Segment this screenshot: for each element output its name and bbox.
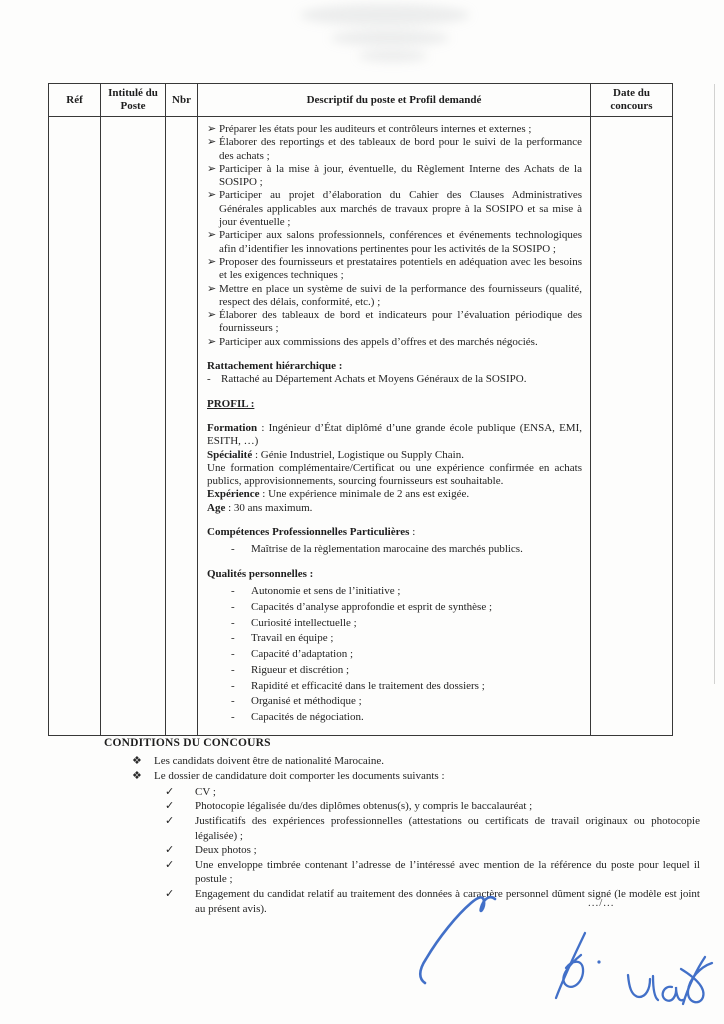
check-bullet-icon: ✓ xyxy=(165,814,175,827)
dash-bullet-icon: - xyxy=(231,616,235,629)
arrow-bullet-icon: ➢ xyxy=(207,162,217,175)
qualite-text: Capacités de négociation. xyxy=(251,711,364,724)
rattachement-list xyxy=(207,373,582,386)
competences-title-text: Compétences Professionnelles Particulières xyxy=(207,526,410,539)
qualite-item xyxy=(231,601,582,614)
signature-ink xyxy=(395,875,720,1023)
check-bullet-icon: ✓ xyxy=(165,887,175,900)
qualite-text: Curiosité intellectuelle ; xyxy=(251,616,357,629)
profil-line-text: Génie Industriel, Logistique ou Supply Chain. xyxy=(260,448,464,461)
document-text: Justificatifs des expériences professionnelles (attestations ou certificats de travail originaux ou photocopie légalisée) ; xyxy=(195,814,700,842)
qualite-item xyxy=(231,680,582,693)
qualite-text: Rigueur et discrétion ; xyxy=(251,663,350,676)
dash-bullet-icon: - xyxy=(231,679,235,692)
check-bullet-icon: ✓ xyxy=(165,800,175,813)
document-text: Engagement du candidat relatif au traitement des données à caractère personnel dûment signé (le modèle est joint au présent avis). xyxy=(195,887,700,915)
task-text: Préparer les états pour les auditeurs et contrôleurs internes et externes ; xyxy=(219,123,532,135)
document-text: Deux photos ; xyxy=(195,844,257,857)
document-text: Une enveloppe timbrée contenant l’adresse de l’intéressé avec mention de la référence du poste pour lequel il postule ; xyxy=(195,858,700,886)
profil-line-sep: : xyxy=(257,421,269,434)
qualite-item xyxy=(231,711,582,724)
check-bullet-icon: ✓ xyxy=(165,785,175,798)
task-item xyxy=(207,136,582,163)
document-item xyxy=(165,785,700,800)
profil-line-label: Spécialité xyxy=(207,448,253,461)
diamond-bullet-icon: ❖ xyxy=(132,754,142,767)
condition-nationality-text: Les candidats doivent être de nationalité Marocaine. xyxy=(154,754,384,767)
profil-line-label: Expérience xyxy=(207,488,260,501)
task-text: Proposer des fournisseurs et prestataires potentiels en adéquation avec les besoins et les exigences techniques ; xyxy=(219,255,582,282)
qualite-item xyxy=(231,632,582,645)
profil-line-text: Ingénieur d’État diplômé d’une grande école publique (ENSA, EMI, ESITH, …) xyxy=(207,421,582,448)
task-text: Élaborer des reportings et des tableaux de bord pour le suivi de la performance des achats ; xyxy=(219,136,582,162)
profil-line-text: 30 ans maximum. xyxy=(233,501,313,514)
profil-line-label: Formation xyxy=(207,421,258,434)
arrow-bullet-icon: ➢ xyxy=(207,229,217,242)
task-list xyxy=(207,123,582,349)
document-item xyxy=(165,814,700,843)
task-text: Élaborer des tableaux de bord et indicateurs pour l’évaluation périodique des fournisseurs ; xyxy=(219,309,582,335)
arrow-bullet-icon: ➢ xyxy=(207,136,217,149)
task-text: Participer à la mise à jour, éventuelle, du Règlement Interne des Achats de la SOSIPO ; xyxy=(219,162,582,189)
qualites-title: Qualités personnelles : xyxy=(207,567,314,580)
conditions-title: CONDITIONS DU CONCOURS xyxy=(104,737,271,749)
col-header-intitule: Intitulé du Poste xyxy=(101,84,166,117)
arrow-bullet-icon: ➢ xyxy=(207,189,217,202)
competence-text: Maîtrise de la règlementation marocaine des marchés publics. xyxy=(251,543,523,556)
dash-bullet-icon: - xyxy=(231,711,235,724)
condition-dossier-intro xyxy=(104,769,700,784)
rattachement-title: Rattachement hiérarchique : xyxy=(207,360,343,373)
task-text: Participer aux commissions des appels d’offres et des marchés négociés. xyxy=(219,335,538,348)
arrow-bullet-icon: ➢ xyxy=(207,309,217,322)
cell-date-empty xyxy=(591,117,673,736)
page-continuation-marker: .../... xyxy=(588,897,615,909)
competences-list xyxy=(207,543,582,556)
dash-bullet-icon: - xyxy=(231,600,235,613)
task-item xyxy=(207,229,582,256)
scan-smudge xyxy=(330,30,450,46)
condition-dossier-text: Le dossier de candidature doit comporter les documents suivants : xyxy=(154,770,445,783)
dash-bullet-icon: - xyxy=(231,663,235,676)
profil-line xyxy=(207,488,582,501)
profil-line xyxy=(207,502,582,515)
qualite-text: Rapidité et efficacité dans le traitement des dossiers ; xyxy=(251,679,485,692)
qualite-item xyxy=(231,585,582,598)
dash-bullet-icon: - xyxy=(231,584,235,597)
dash-bullet-icon: - xyxy=(231,695,235,708)
document-item xyxy=(165,843,700,858)
scan-smudge xyxy=(300,4,470,26)
cell-ref-empty xyxy=(49,117,101,736)
task-text: Participer aux salons professionnels, conférences et événements technologiques afin d’identifier les innovations pertinentes pour les activités de la SOSIPO ; xyxy=(219,229,582,255)
task-item xyxy=(207,309,582,336)
diamond-bullet-icon: ❖ xyxy=(132,770,142,783)
document-text: CV ; xyxy=(195,785,216,798)
condition-nationality xyxy=(104,754,700,769)
job-posting-table xyxy=(48,83,673,736)
dash-bullet-icon: - xyxy=(207,373,211,386)
cell-nbr-empty xyxy=(166,117,198,736)
dash-bullet-icon: - xyxy=(231,632,235,645)
profil-lines xyxy=(207,422,582,515)
cell-intitule-empty xyxy=(101,117,166,736)
profil-line xyxy=(207,462,582,489)
check-bullet-icon: ✓ xyxy=(165,844,175,857)
profil-title-text: PROFIL : xyxy=(207,397,255,410)
task-item xyxy=(207,283,582,310)
competences-title xyxy=(207,526,582,539)
qualite-text: Travail en équipe ; xyxy=(251,632,334,645)
profil-title xyxy=(207,398,582,411)
competence-item xyxy=(231,543,582,556)
qualite-item xyxy=(231,664,582,677)
profil-line-sep: : xyxy=(252,448,261,461)
col-header-ref: Réf xyxy=(49,84,101,117)
dash-bullet-icon: - xyxy=(231,648,235,661)
check-bullet-icon: ✓ xyxy=(165,858,175,871)
rattachement-text: Rattaché au Département Achats et Moyens Généraux de la SOSIPO. xyxy=(221,373,527,386)
col-header-nbr: Nbr xyxy=(166,84,198,117)
arrow-bullet-icon: ➢ xyxy=(207,255,217,268)
qualite-item xyxy=(231,648,582,661)
arrow-bullet-icon: ➢ xyxy=(207,123,217,135)
qualite-text: Capacités d’analyse approfondie et esprit de synthèse ; xyxy=(251,600,493,613)
competences-title-suffix: : xyxy=(409,526,416,539)
arrow-bullet-icon: ➢ xyxy=(207,282,217,295)
table-header-row xyxy=(49,84,673,117)
qualite-item xyxy=(231,695,582,708)
document-text: Photocopie légalisée du/des diplômes obtenus(s), y compris le baccalauréat ; xyxy=(195,800,533,813)
scan-smudge xyxy=(358,50,428,62)
col-header-descriptif: Descriptif du poste et Profil demandé xyxy=(198,84,591,117)
page-edge-shadow xyxy=(714,84,715,684)
col-header-date: Date du concours xyxy=(591,84,673,117)
task-item xyxy=(207,336,582,349)
profil-line-sep: : xyxy=(259,488,269,501)
qualite-text: Autonomie et sens de l’initiative ; xyxy=(251,584,401,597)
qualite-text: Organisé et méthodique ; xyxy=(251,695,362,708)
arrow-bullet-icon: ➢ xyxy=(207,335,217,348)
profil-line-sep: : xyxy=(225,501,234,514)
task-item xyxy=(207,123,582,136)
qualite-text: Capacité d’adaptation ; xyxy=(251,648,354,661)
table-body-row xyxy=(49,117,673,736)
cell-descriptif xyxy=(198,117,591,736)
task-item xyxy=(207,163,582,190)
document-item xyxy=(165,799,700,814)
dash-bullet-icon: - xyxy=(231,543,235,556)
profil-line-text: Une expérience minimale de 2 ans est exigée. xyxy=(268,488,470,501)
task-text: Participer au projet d’élaboration du Cahier des Clauses Administratives Générales applicables aux marchés de travaux propre à la SOSIPO et sa mise à jour éventuelle ; xyxy=(219,189,582,229)
task-item xyxy=(207,189,582,229)
profil-line-label: Age xyxy=(207,501,226,514)
profil-line-text: Une formation complémentaire/Certificat ou une expérience confirmée en achats publics, approvisionnements, sourcing fournisseurs est souhaitable. xyxy=(207,461,582,488)
qualites-list xyxy=(207,585,582,725)
task-text: Mettre en place un système de suivi de la performance des fournisseurs (qualité, respect des délais, conformité, etc.) ; xyxy=(219,282,582,308)
profil-line xyxy=(207,422,582,449)
task-item xyxy=(207,256,582,283)
rattachement-item xyxy=(207,373,582,386)
profil-line xyxy=(207,449,582,462)
qualite-item xyxy=(231,617,582,630)
